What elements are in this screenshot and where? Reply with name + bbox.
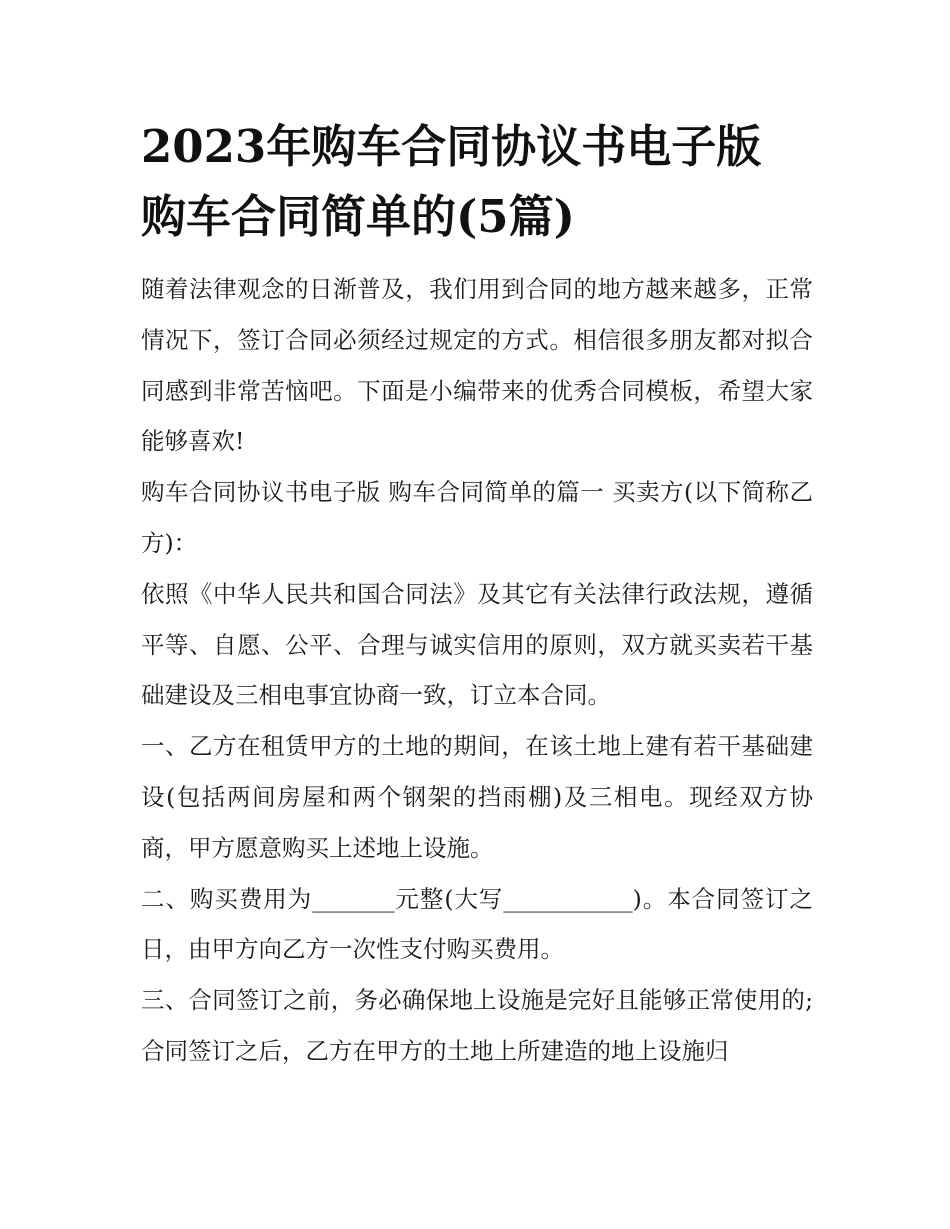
legal-basis-paragraph: 依照《中华人民共和国合同法》及其它有关法律行政法规，遵循平等、自愿、公平、合理与诚实信用的原则，双方就买卖若干基础建设及三相电事宜协商一致，订立本合同。	[141, 579, 813, 710]
clause-3-paragraph: 三、合同签订之前，务必确保地上设施是完好且能够正常使用的;合同签订之后，乙方在甲方的土地上所建造的地上设施归	[141, 986, 813, 1065]
document-title	[141, 112, 813, 252]
document-title-line-2: 购车合同简单的(5篇)	[141, 190, 575, 243]
clause-1-paragraph: 一、乙方在租赁甲方的土地的期间，在该土地上建有若干基础建设(包括两间房屋和两个钢架的挡雨棚)及三相电。现经双方协商，甲方愿意购买上述地上设施。	[141, 732, 813, 862]
intro-paragraph: 随着法律观念的日渐普及，我们用到合同的地方越来越多，正常情况下，签订合同必须经过规定的方式。相信很多朋友都对拟合同感到非常苦恼吧。下面是小编带来的优秀合同模板，希望大家能够喜欢!	[141, 275, 813, 456]
clause-2-paragraph: 二、购买费用为_______元整(大写___________)。本合同签订之日，由甲方向乙方一次性支付购买费用。	[141, 884, 813, 964]
document-title-line-1: 2023年购车合同协议书电子版	[141, 120, 762, 173]
document-page	[141, 112, 813, 1077]
contract-heading-paragraph: 购车合同协议书电子版 购车合同简单的篇一 买卖方(以下简称乙方)：	[141, 478, 813, 557]
